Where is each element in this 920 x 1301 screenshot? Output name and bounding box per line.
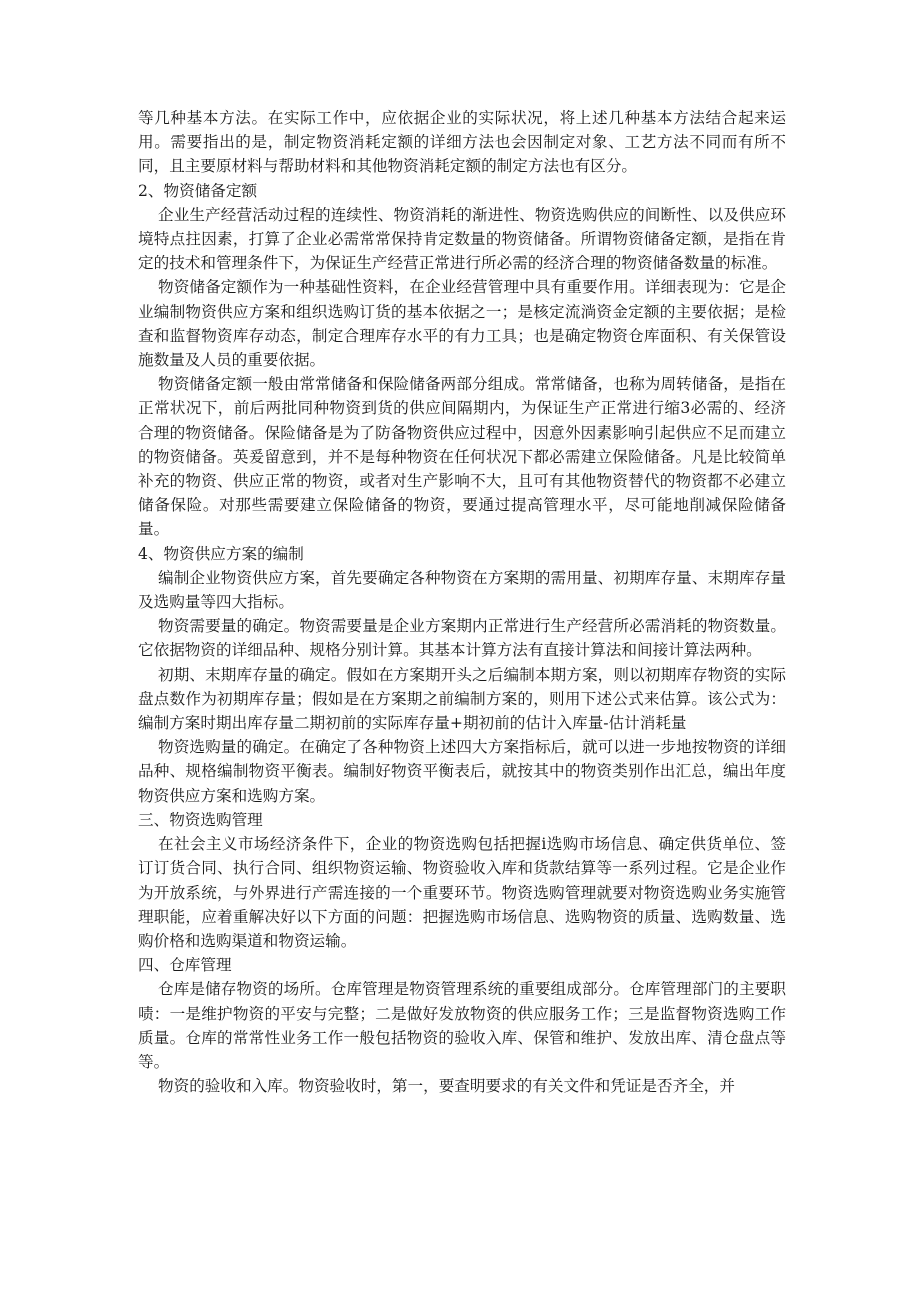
section-heading-reserve-quota: 2、物资储备定额 (138, 181, 258, 200)
section-heading-procurement: 三、物资选购管理 (138, 810, 263, 829)
paragraph: 仓库是储存物资的场所。仓库管理是物资管理系统的重要组成部分。仓库管理部门的主要职啧：一是维护物资的平安与完整；二是做好发放物资的供应服务工作；三是监督物资选购工作质量。仓库的常常性业务工作一般包括物资的验收入库、保管和维护、发放出库、清仓盘点等等。 (138, 980, 786, 1071)
paragraph: 物资选购量的确定。在确定了各种物资上述四大方案指标后，就可以进一步地按物资的详细品种、规格编制物资平衡表。编制好物资平衡表后，就按其中的物资类别作出汇总，编出年度物资供应方案和选购方案。 (138, 738, 786, 805)
paragraph: 企业生产经营活动过程的连续性、物资消耗的渐进性、物资选购供应的间断性、以及供应环境特点拄因素，打算了企业必需常常保持肯定数量的物资储备。所谓物资储备定额，是指在肯定的技术和管理条件下，为保证生产经营正常进行所必需的经济合理的物资储备数量的标准。 (138, 205, 786, 273)
paragraph-continuation: 等几种基本方法。在实际工作中，应依据企业的实际状况，将上述几种基本方法结合起来运用。需要指出的是，制定物资消耗定额的详细方法也会因制定对象、工艺方法不同而有所不同，且主要原材料与帮助材料和其他物资消耗定额的制定方法也有区分。 (138, 109, 786, 176)
section-heading-supply-plan: 4、物资供应方案的编制 (138, 544, 304, 563)
paragraph: 物资储备定额一般由常常储备和保险储备两部分组成。常常储备，也称为周转储备，是指在正常状况下，前后两批同种物资到货的供应间隔期内，为保证生产正常进行缩3必需的、经济合理的物资储备。保险储备是为了防备物资供应过程中，因意外因素影响引起供应不足而建立的物资储备。英爰留意到，并不是每种物资在任何状况下都必需建立保险储备。凡是比较简单补充的物资、供应正常的物资，或者对生产影响不大，且可有其他物资替代的物资都不必建立储备保险。对那些需要建立保险储备的物资，要通过提高管理水平，尽可能地削减保险储备量。 (138, 375, 786, 539)
paragraph: 初期、末期库存量的确定。假如在方案期开头之后编制本期方案，则以初期库存物资的实际盘点数作为初期库存量；假如是在方案期之前编制方案的，则用下述公式来估算。该公式为：编制方案时期出库存量二期初前的实际库存量+期初前的估计入库量-估计消耗量 (138, 665, 786, 733)
section-heading-warehouse: 四、仓库管理 (138, 956, 232, 975)
paragraph: 物资储备定额作为一种基础性资料，在企业经营管理中具有重要作用。详细表现为：它是企业编制物资供应方案和组织选购订货的基本依据之一；是核定流淌资金定额的主要依据；是检查和监督物资库存动态，制定合理库存水平的有力工具；也是确定物资仓库面积、有关保管设施数量及人员的重要依据。 (138, 278, 786, 370)
document-page (138, 106, 786, 1098)
paragraph: 物资的验收和入库。物资验收时，第一，要查明要求的有关文件和凭证是否齐全，并 (158, 1077, 735, 1096)
paragraph: 在社会主义市场经济条件下，企业的物资选购包括把握i选购市场信息、确定供货单位、签订订货合同、执行合同、组织物资运输、物资验收入库和货款结算等一系列过程。它是企业作为开放系统，与外界进行产需连接的一个重要环节。物资选购管理就要对物资选购业务实施管理职能，应着重解决好以下方面的问题：把握选购市场信息、选购物资的质量、选购数量、选购价格和选购渠道和物资运输。 (138, 835, 786, 950)
paragraph: 编制企业物资供应方案，首先要确定各种物资在方案期的需用量、初期库存量、末期库存量及选购量等四大指标。 (138, 568, 786, 612)
paragraph: 物资需要量的确定。物资需要量是企业方案期内正常进行生产经营所必需消耗的物资数量。它依据物资的详细品种、规格分别计算。其基本计算方法有直接计算法和间接计算法两种。 (138, 617, 786, 660)
